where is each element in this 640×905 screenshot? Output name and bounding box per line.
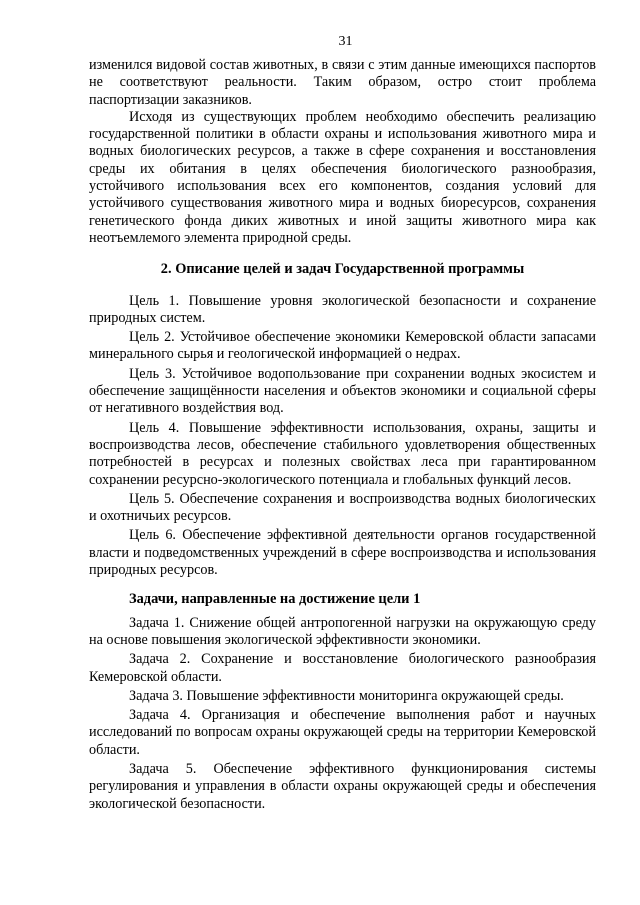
page-number: 31 — [338, 34, 353, 49]
goal-3: Цель 3. Устойчивое водопользование при сохранении водных экосистем и обеспечение защищённости населения и объектов экономики и социальной сферы от негативного воздействия вод. — [89, 365, 596, 417]
tasks-heading: Задачи, направленные на достижение цели 1 — [129, 591, 421, 608]
intro-paragraph: Исходя из существующих проблем необходимо обеспечить реализацию государственной политики в области охраны и использования животного мира и водных биологических ресурсов, а также в сфере сохранения и восстановления среды их обитания в целях обеспечения биологического разнообразия, устойчивого использования всех его компонентов, создания условий для устойчивого существования животного мира и водных биоресурсов, сохранения генетического фонда диких животных и иной защиты животного мира как неотъемлемого элемента природной среды. — [89, 108, 596, 246]
task-2: Задача 2. Сохранение и восстановление биологического разнообразия Кемеровской области. — [89, 651, 596, 685]
section-heading: 2. Описание целей и задач Государственной программы — [160, 261, 525, 278]
goal-2: Цель 2. Устойчивое обеспечение экономики Кемеровской области запасами минерального сырья и геологической информацией о недрах. — [89, 329, 596, 363]
task-5: Задача 5. Обеспечение эффективного функционирования системы регулирования и управления в области охраны окружающей среды и обеспечения экологической безопасности. — [89, 760, 596, 812]
task-3: Задача 3. Повышение эффективности мониторинга окружающей среды. — [129, 687, 564, 704]
goal-6: Цель 6. Обеспечение эффективной деятельности органов государственной власти и подведомственных учреждений в сфере воспроизводства и использования природных ресурсов. — [89, 527, 596, 579]
goal-1: Цель 1. Повышение уровня экологической безопасности и сохранение природных систем. — [89, 292, 596, 326]
goal-5: Цель 5. Обеспечение сохранения и воспроизводства водных биологических и охотничьих ресурсов. — [89, 490, 596, 525]
task-4: Задача 4. Организация и обеспечение выполнения работ и научных исследований по вопросам охраны окружающей среды на территории Кемеровской области. — [89, 707, 596, 758]
intro-paragraph-continued: изменился видовой состав животных, в связи с этим данные имеющихся паспортов не соответствуют реальности. Таким образом, остро стоит проблема паспортизации заказников. — [89, 57, 596, 108]
task-1: Задача 1. Снижение общей антропогенной нагрузки на окружающую среду на основе повышения экологической эффективности экономики. — [89, 614, 596, 648]
goal-4: Цель 4. Повышение эффективности использования, охраны, защиты и воспроизводства лесов, обеспечение стабильного удовлетворения общественных потребностей в ресурсах и полезных свойствах леса при гарантированном сохранении ресурсно-экологического потенциала и глобальных функций лесов. — [89, 419, 596, 488]
